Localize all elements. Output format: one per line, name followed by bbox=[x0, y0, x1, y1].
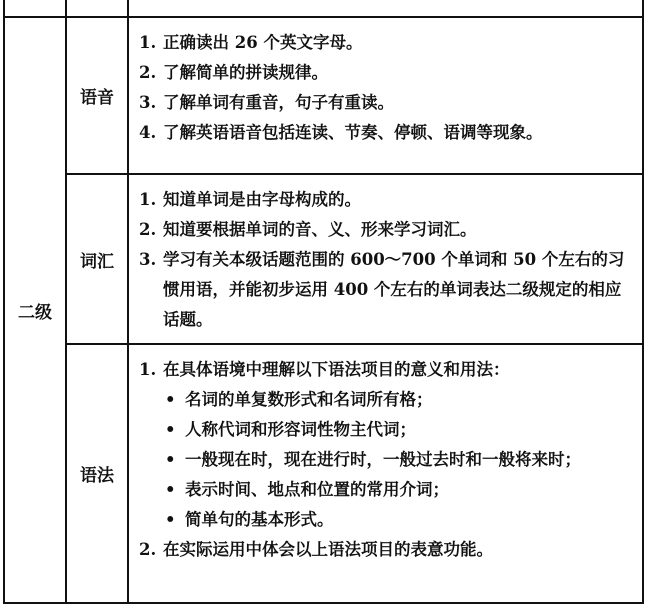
list-item: 3. 学习有关本级话题范围的 600～700 个单词和 50 个左右的习惯用语，并能初步运用 400 个左右的单词表达二级规定的相应话题。 bbox=[139, 250, 625, 329]
list-item: 1. 正确读出 26 个英文字母。 bbox=[139, 33, 363, 52]
bullet-icon: • bbox=[165, 510, 176, 529]
bullet-item: • 人称代词和形容词性物主代词； bbox=[157, 415, 632, 445]
list-item: 3. 了解单词有重音，句子有重读。 bbox=[139, 93, 394, 112]
content-pronunciation bbox=[128, 17, 643, 174]
table-row-pronunciation bbox=[4, 17, 643, 174]
list-item: 1. 知道单词是由字母构成的。 bbox=[139, 190, 361, 209]
list-item: 2. 知道要根据单词的音、义、形来学习词汇。 bbox=[139, 220, 477, 239]
category-vocabulary: 词汇 bbox=[66, 174, 128, 344]
bullet-item: • 简单句的基本形式。 bbox=[157, 505, 632, 535]
bullet-item: • 表示时间、地点和位置的常用介词； bbox=[157, 475, 632, 505]
bullet-icon: • bbox=[165, 480, 176, 499]
table-row-grammar bbox=[4, 344, 643, 603]
category-grammar: 语法 bbox=[66, 344, 128, 603]
list-item: 2. 在实际运用中体会以上语法项目的表意功能。 bbox=[139, 540, 493, 559]
table-row-vocabulary bbox=[4, 174, 643, 344]
list-item: 1. 在具体语境中理解以下语法项目的意义和用法： bbox=[139, 360, 510, 379]
curriculum-table bbox=[3, 0, 644, 604]
list-item: 2. 了解简单的拼读规律。 bbox=[139, 63, 328, 82]
category-pronunciation: 语音 bbox=[66, 17, 128, 174]
bullet-icon: • bbox=[165, 450, 176, 469]
bullet-item: • 一般现在时，现在进行时，一般过去时和一般将来时； bbox=[157, 445, 632, 475]
continuation-row bbox=[4, 0, 643, 17]
level-cell: 二级 bbox=[4, 17, 66, 603]
content-vocabulary bbox=[128, 174, 643, 344]
list-item: 4. 了解英语语音包括连读、节奏、停顿、语调等现象。 bbox=[139, 123, 543, 142]
bullet-icon: • bbox=[165, 390, 176, 409]
bullet-icon: • bbox=[165, 420, 176, 439]
content-grammar bbox=[128, 344, 643, 603]
bullet-item: • 名词的单复数形式和名词所有格； bbox=[157, 385, 632, 415]
